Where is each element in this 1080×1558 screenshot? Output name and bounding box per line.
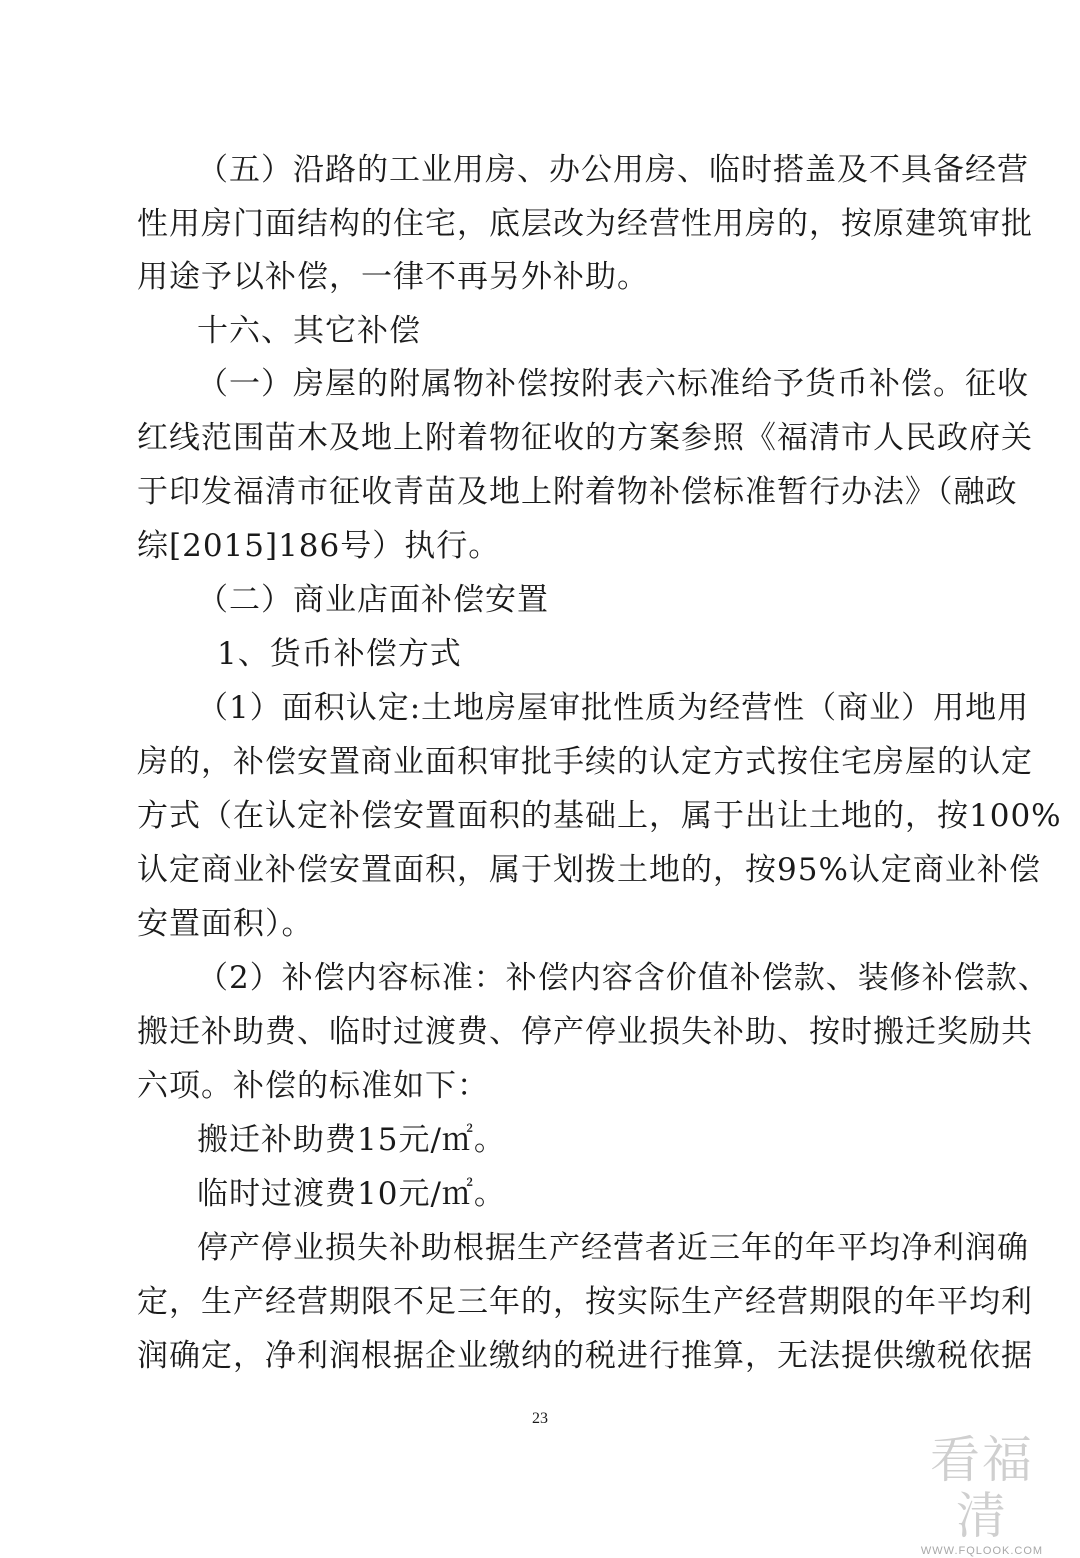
text-line: 停产停业损失补助根据生产经营者近三年的年平均净利润确 (197, 1230, 1029, 1266)
text-line: 性用房门面结构的住宅，底层改为经营性用房的，按原建筑审批 (137, 206, 1033, 242)
section-heading: 十六、其它补偿 (197, 313, 421, 349)
text-line: 综[2015]186号）执行。 (137, 528, 501, 564)
subsection-heading: （二）商业店面补偿安置 (197, 582, 549, 618)
text-line: （1）面积认定:土地房屋审批性质为经营性（商业）用地用 (197, 690, 1030, 726)
text-line: （一）房屋的附属物补偿按附表六标准给予货币补偿。征收 (197, 366, 1029, 402)
text-line: 方式（在认定补偿安置面积的基础上，属于出让土地的，按100% (137, 798, 1062, 834)
text-line: 六项。补偿的标准如下： (137, 1068, 489, 1104)
text-line: （五）沿路的工业用房、办公用房、临时搭盖及不具备经营 (197, 152, 1029, 188)
watermark-url: WWW.FQLOOK.COM (920, 1545, 1044, 1557)
page-number: 23 (532, 1410, 548, 1427)
text-line: 认定商业补偿安置面积，属于划拨土地的，按95%认定商业补偿 (137, 852, 1041, 888)
text-line: 安置面积）。 (137, 906, 314, 942)
text-line: 用途予以补偿，一律不再另外补助。 (137, 259, 649, 295)
watermark-text: 看福清 (930, 1431, 1034, 1545)
text-line: 定，生产经营期限不足三年的，按实际生产经营期限的年平均利 (137, 1284, 1033, 1320)
text-line: 搬迁补助费、临时过渡费、停产停业损失补助、按时搬迁奖励共 (137, 1014, 1033, 1050)
text-line: 搬迁补助费15元/㎡。 (197, 1122, 506, 1158)
text-line: （2）补偿内容标准：补偿内容含价值补偿款、装修补偿款、 (197, 960, 1050, 996)
text-line: 红线范围苗木及地上附着物征收的方案参照《福清市人民政府关 (137, 420, 1033, 456)
text-line: 润确定，净利润根据企业缴纳的税进行推算，无法提供缴税依据 (137, 1338, 1033, 1374)
text-line: 于印发福清市征收青苗及地上附着物补偿标准暂行办法》（融政 (137, 474, 1018, 510)
watermark-logo (912, 1432, 1052, 1558)
text-line: 房的，补偿安置商业面积审批手续的认定方式按住宅房屋的认定 (137, 744, 1033, 780)
subsection-heading: 1、货币补偿方式 (217, 636, 462, 672)
text-line: 临时过渡费10元/㎡。 (197, 1176, 506, 1212)
